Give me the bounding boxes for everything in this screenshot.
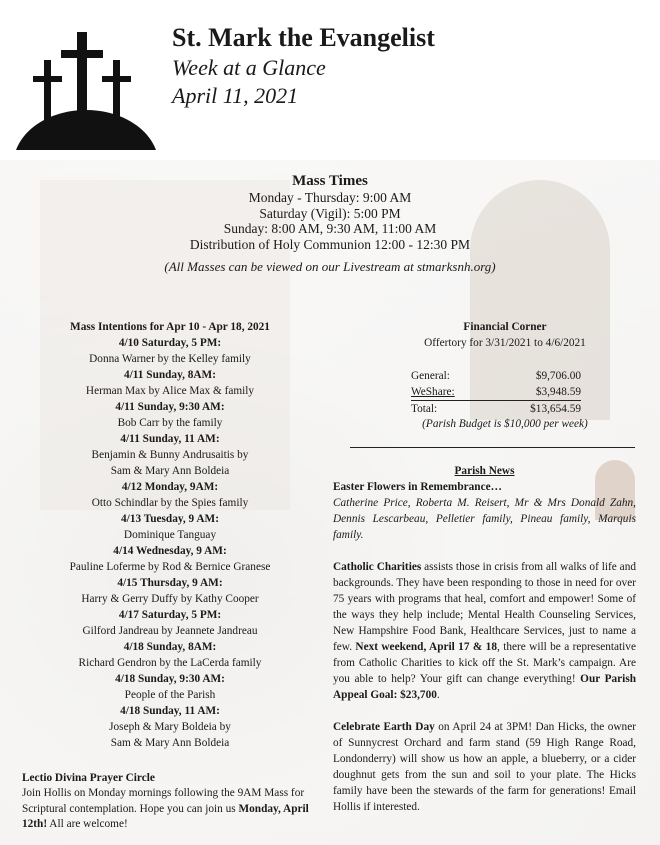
offertory-row-total [411, 401, 581, 417]
parish-news-section [333, 463, 636, 815]
mass-times-line: Saturday (Vigil): 5:00 PM [259, 205, 401, 221]
intention-name: People of the Parish [124, 689, 216, 701]
earth-day-paragraph [333, 719, 636, 815]
intention-name: Richard Gendron by the LaCerda family [78, 657, 262, 669]
offertory-label: Total: [411, 403, 438, 415]
offertory-value: $9,706.00 [535, 370, 581, 382]
offertory-row-general [411, 368, 581, 384]
intention-day: 4/18 Sunday, 8AM: [123, 641, 217, 653]
bulletin-header [0, 0, 660, 160]
intention-day: 4/10 Saturday, 5 PM: [118, 337, 222, 349]
intention-name: Joseph & Mary Boldeia by [109, 721, 231, 733]
intention-name: Pauline Loferme by Rod & Bernice Granese [69, 561, 271, 573]
mass-times-line: Monday - Thursday: 9:00 AM [248, 190, 412, 205]
bulletin-date: April 11, 2021 [172, 83, 299, 108]
intention-name: Herman Max by Alice Max & family [85, 385, 255, 397]
intention-name: Dominique Tanguay [123, 529, 217, 541]
intention-day: 4/18 Sunday, 11 AM: [120, 705, 220, 717]
appeal-goal: Our Parish Appeal Goal: $23,700 [333, 673, 636, 701]
charities-text: . [436, 689, 440, 701]
intention-day: 4/13 Tuesday, 9 AM: [121, 513, 219, 525]
page-subtitle: Week at a Glance [172, 55, 326, 80]
financial-corner-section [400, 319, 610, 351]
mass-times-section [0, 172, 660, 275]
intention-day: 4/18 Sunday, 9:30 AM: [115, 673, 225, 685]
intention-name: Gilford Jandreau by Jeannete Jandreau [82, 625, 258, 637]
easter-flowers-names: Catherine Price, Roberta M. Reisert, Mr & Mrs Donald Zahn, Dennis Lescarbeau, Pelletier family, Pineau family, Marquis family. [333, 497, 636, 541]
easter-flowers-heading: Easter Flowers in Remembrance… [333, 481, 502, 493]
offertory-label: General: [411, 370, 450, 382]
charities-text: , there will be a representative from Catholic Charities to kick off the St. Mark’s campaign. Are you able to help? Your gift can change everything! [333, 641, 636, 685]
catholic-charities-title: Catholic Charities [333, 561, 422, 573]
intention-day: 4/12 Monday, 9AM: [121, 481, 219, 493]
charities-text: assists those in crisis from all walks of life and backgrounds. They have been responding to those in need for over 75 years with programs that heal, comfort and empower! Some of the ways they help include; Mental Health Counseling Services, New Hampshire Food Bank, Healthcare Services, just to name a few. [333, 561, 636, 653]
earth-day-title: Celebrate Earth Day [333, 721, 435, 733]
intention-day: 4/17 Saturday, 5 PM: [118, 609, 222, 621]
intention-day: 4/11 Sunday, 9:30 AM: [115, 401, 225, 413]
mass-times-heading: Mass Times [292, 173, 368, 189]
financial-heading: Financial Corner [463, 321, 547, 333]
intention-name: Sam & Mary Ann Boldeia [110, 737, 230, 749]
mass-times-line: Distribution of Holy Communion 12:00 - 12:30 PM [189, 236, 471, 252]
lectio-text: All are welcome! [47, 818, 128, 830]
offertory-period: Offertory for 3/31/2021 to 4/6/2021 [424, 337, 586, 349]
intention-day: 4/15 Thursday, 9 AM: [117, 577, 223, 589]
catholic-charities-paragraph [333, 559, 636, 703]
parish-budget-note: (Parish Budget is $10,000 per week) [422, 418, 588, 430]
lectio-date: Monday, April 12th! [22, 802, 309, 830]
intention-name: Otto Schindlar by the Spies family [91, 497, 249, 509]
lectio-divina-section [22, 770, 317, 833]
intention-name: Bob Carr by the family [117, 417, 223, 429]
intention-name: Benjamin & Bunny Andrusaitis by [91, 449, 249, 461]
offertory-label: WeShare: [411, 386, 455, 398]
mass-intentions-heading: Mass Intentions for Apr 10 - Apr 18, 2021 [70, 321, 270, 333]
easter-flowers-title [333, 479, 636, 495]
three-crosses-hill-icon [16, 26, 156, 150]
next-weekend-date: Next weekend, April 17 & 18 [355, 641, 497, 653]
offertory-row-weshare [411, 384, 581, 401]
mass-intentions-section [20, 319, 320, 751]
livestream-note: (All Masses can be viewed on our Livestream at stmarksnh.org) [164, 259, 496, 274]
intention-name: Sam & Mary Ann Boldeia [110, 465, 230, 477]
intention-name: Harry & Gerry Duffy by Kathy Cooper [81, 593, 259, 605]
mass-times-line: Sunday: 8:00 AM, 9:30 AM, 11:00 AM [223, 221, 437, 236]
earth-day-text: on April 24 at 3PM! Dan Hicks, the owner of Sunnycrest Orchard and farm stand (59 High Range Road, Londonderry) will show us how an apple, a blueberry, or a cider doughnut gets from the sun and soil to your plate. The Hicks family have been the stewards of the farm for generations! Email Hollis if interested. [333, 721, 636, 813]
lectio-text: Join Hollis on Monday mornings following the 9AM Mass for Scriptural contemplation. Hope you can join us [22, 787, 305, 815]
offertory-table [411, 368, 581, 417]
intention-day: 4/11 Sunday, 11 AM: [120, 433, 220, 445]
intention-name: Donna Warner by the Kelley family [89, 353, 251, 365]
offertory-value: $3,948.59 [535, 386, 581, 398]
intention-list [20, 335, 320, 751]
offertory-value: $13,654.59 [530, 403, 581, 415]
lectio-body [22, 786, 317, 833]
parish-news-heading: Parish News [454, 465, 515, 477]
intention-day: 4/11 Sunday, 8AM: [124, 369, 216, 381]
page-title: St. Mark the Evangelist [172, 23, 435, 52]
section-divider [350, 447, 635, 448]
lectio-heading: Lectio Divina Prayer Circle [22, 772, 155, 784]
intention-day: 4/14 Wednesday, 9 AM: [113, 545, 227, 557]
